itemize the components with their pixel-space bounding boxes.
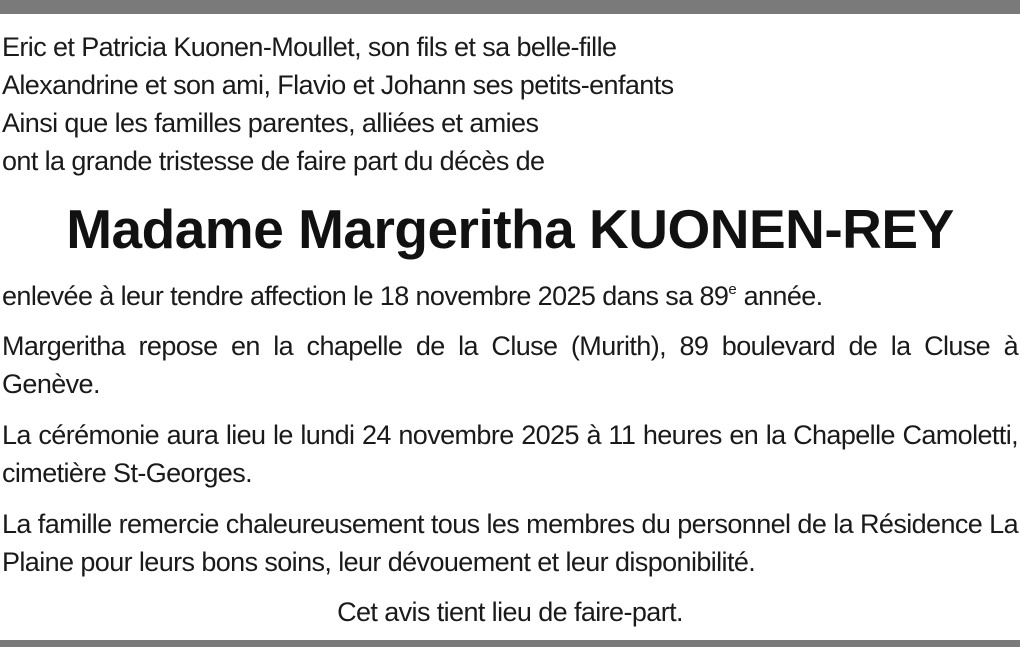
thanks-paragraph: La famille remercie chaleureusement tous les membres du personnel de la Résidence La Plaine pour leurs bons soins, leur dévouement et leur disponibilité. bbox=[2, 509, 1018, 577]
closing-line: Cet avis tient lieu de faire-part. bbox=[337, 597, 683, 627]
ordinal-superscript: e bbox=[728, 281, 737, 298]
date-of-death-paragraph bbox=[2, 277, 1018, 315]
ceremony-paragraph: La cérémonie aura lieu le lundi 24 novembre 2025 à 11 heures en la Chapelle Camoletti, cimetière St-Georges. bbox=[2, 420, 1018, 488]
intro-line-4: ont la grande tristesse de faire part du décès de bbox=[2, 146, 545, 176]
date-of-death-text: enlevée à leur tendre affection le 18 novembre 2025 dans sa 89 bbox=[2, 281, 729, 311]
top-border-rule bbox=[0, 0, 1020, 14]
intro-line-3: Ainsi que les familles parentes, alliées et amies bbox=[2, 108, 539, 138]
announcement-intro bbox=[2, 28, 1018, 180]
viewing-location-paragraph: Margeritha repose en la chapelle de la Cluse (Murith), 89 boulevard de la Cluse à Genève. bbox=[2, 331, 1018, 399]
intro-line-1: Eric et Patricia Kuonen-Moullet, son fils et sa belle-fille bbox=[2, 32, 617, 62]
intro-line-2: Alexandrine et son ami, Flavio et Johann ses petits-enfants bbox=[2, 70, 674, 100]
date-of-death-suffix: année. bbox=[736, 281, 823, 311]
bottom-border-rule bbox=[0, 640, 1020, 647]
deceased-name-heading: Madame Margeritha KUONEN-REY bbox=[66, 198, 954, 260]
